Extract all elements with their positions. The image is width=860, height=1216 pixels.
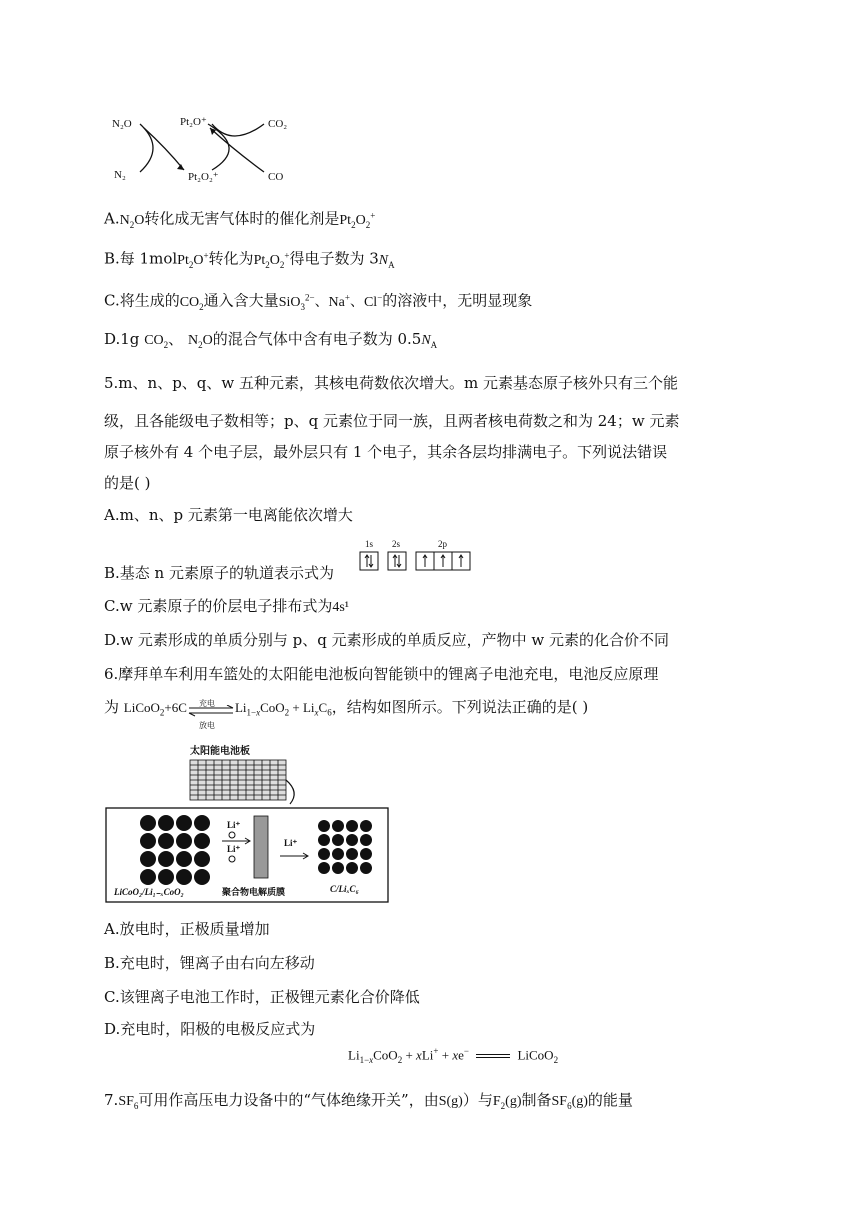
electrode-reaction-equation: $Li_{1-x}CoO_2 + xLi^+ + xe^-$ LiCoO$_2$	[348, 1046, 559, 1065]
q7-stem: $7.SF_6$可用作高压电力设备中的“气体绝缘开关”，由S(g)）与$F_2(g)$制备$SF_6(g)$的能量	[104, 1091, 633, 1111]
q6-stem-line-2: 为 LiCoO$_2$+6C 充电 放电 $Li_{1-x}CoO_2 + Li_xC_6$，结构如图所示。下列说法正确的是( )	[104, 698, 589, 731]
membrane-label: 聚合物电解质膜	[222, 888, 286, 898]
q4-option-c: C.将生成的$CO_2$通入含大量SiO$_3^{2-}$、Na+、Cl−的溶液中，无明显现象	[104, 291, 533, 312]
q5-option-c: C.w 元素原子的价层电子排布式为4s¹	[104, 597, 349, 615]
q5-option-b: B.基态 n 元素原子的轨道表示式为	[104, 564, 334, 582]
label-co2: CO₂	[268, 118, 288, 130]
solar-panel-label: 太阳能电池板	[190, 746, 250, 757]
catalytic-cycle-diagram	[108, 110, 298, 190]
q6-option-d: D.充电时，阳极的电极反应式为	[104, 1020, 316, 1038]
q5-stem-line-1: 5.m、n、p、q、w 五种元素，其核电荷数依次增大。m 元素基态原子核外只有三个能	[104, 374, 679, 392]
label-co: CO	[268, 171, 284, 183]
left-electrode-label: LiCoO₂/Li₁₋ₓCoO₂	[114, 887, 184, 897]
li-ion-label-3: Li⁺	[284, 838, 298, 848]
orbital-label-2p: 2p	[438, 539, 447, 549]
label-n2o: N₂O	[112, 118, 132, 130]
q5-option-d: D.w 元素形成的单质分别与 p、q 元素形成的单质反应，产物中 w 元素的化合价不同	[104, 631, 669, 649]
solar-panel	[190, 760, 286, 800]
orbital-label-2s: 2s	[392, 539, 401, 549]
battery-structure-figure	[104, 742, 392, 904]
q4-option-b: B.每 1molPt$_2$O+转化为$Pt_2O_2^+$得电子数为 $3N_A$	[104, 249, 395, 270]
q5-stem-line-4: 的是( )	[104, 474, 151, 492]
orbital-diagram	[358, 537, 476, 577]
li-ion-label-2: Li⁺	[227, 844, 241, 854]
li-ion-label-1: Li⁺	[227, 820, 241, 830]
q5-stem-line-2: 级，且各能级电子数相等；p、q 元素位于同一族，且两者核电荷数之和为 24；w 元素	[104, 412, 680, 430]
q6-option-b: B.充电时，锂离子由右向左移动	[104, 954, 315, 972]
q6-option-c: C.该锂离子电池工作时，正极锂元素化合价降低	[104, 988, 420, 1006]
q5-stem-line-3: 原子核外有 4 个电子层，最外层只有 1 个电子，其余各层均排满电子。下列说法错误	[104, 443, 668, 461]
label-pt2o2-plus: Pt₂O₂⁺	[188, 171, 219, 183]
battery-equation: LiCoO$_2$+6C 充电 放电 $Li_{1-x}CoO_2 + Li_xC_6$	[123, 699, 332, 731]
q6-option-a: A.放电时，正极质量增加	[104, 920, 270, 938]
q4-option-a: $A.N_2O$转化成无害气体时的催化剂是$Pt_2O_2^+$	[104, 209, 376, 230]
label-n2: N₂	[114, 169, 126, 181]
q6-stem-line-1: 6.摩拜单车利用车篮处的太阳能电池板向智能锁中的锂离子电池充电，电池反应原理	[104, 665, 659, 683]
right-electrode-label: C/LiₓC₆	[330, 884, 359, 894]
q5-option-a: A.m、n、p 元素第一电离能依次增大	[104, 506, 353, 524]
orbital-label-1s: 1s	[365, 539, 374, 549]
q4-option-d: D.1g $CO_2$、 $N_2O$的混合气体中含有电子数为 $0.5N_A$	[104, 330, 438, 350]
label-pt2o-plus: Pt₂O⁺	[180, 116, 207, 128]
